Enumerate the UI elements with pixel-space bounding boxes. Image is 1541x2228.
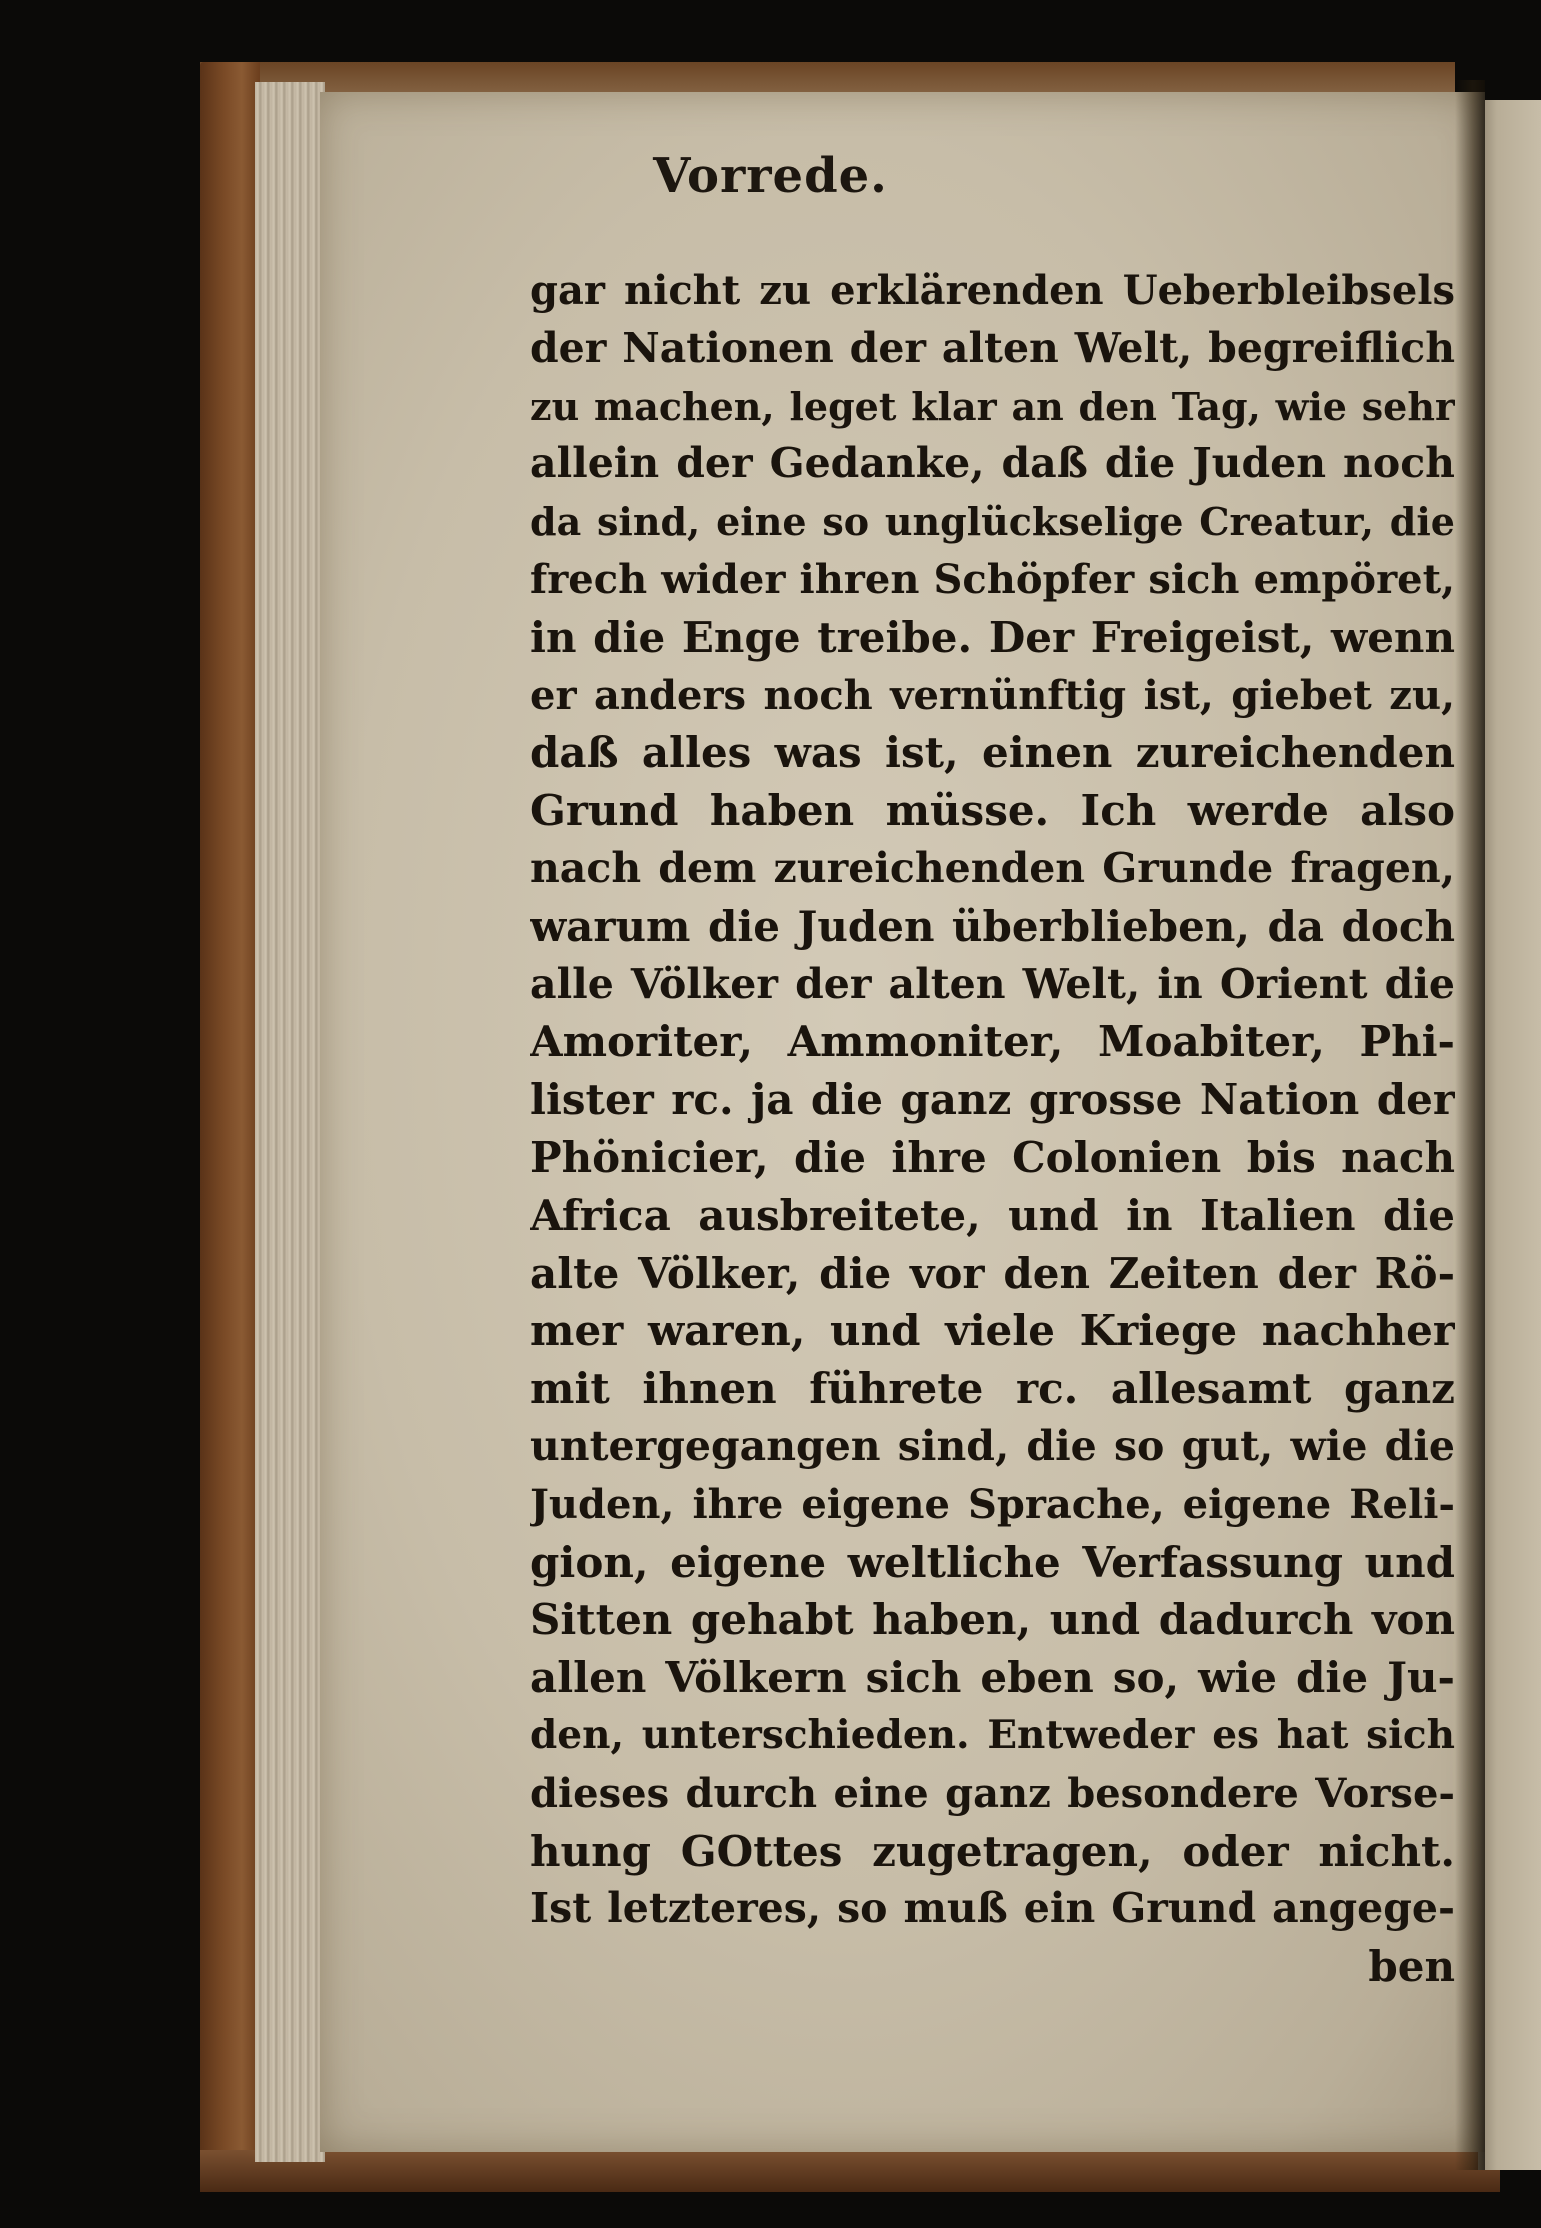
text-line: nach dem zureichenden Grunde fragen, [530,843,1455,892]
text-line: Phönicier, die ihre Colonien bis nach [530,1132,1455,1182]
text-line: warum die Juden überblieben, da doch [530,901,1455,951]
text-line: mit ihnen führete rc. allesamt ganz [530,1364,1455,1414]
text-line: Juden, ihre eigene Sprache, eigene Reli- [530,1480,1455,1528]
text-line: den, unterschieden. Entweder es hat sich [530,1711,1455,1758]
text-line: gion, eigene weltliche Verfassung und [530,1537,1455,1587]
catchword: ben [1368,1942,1455,1992]
text-line: zu machen, leget klar an den Tag, wie sehr [530,383,1455,429]
text-line: hung GOttes zugetragen, oder nicht. [530,1826,1455,1876]
page-gutter [1455,80,1485,2170]
text-line: allein der Gedanke, daß die Juden noch [530,439,1455,488]
text-line: Grund haben müsse. Ich werde also [530,786,1455,836]
body-text [530,262,1455,1996]
text-line: Africa ausbreitete, und in Italien die [530,1190,1455,1240]
book-cover-left-edge [200,62,260,2192]
text-line: Ist letzteres, so muß ein Grund angege- [530,1884,1455,1933]
text-line: Sitten gehabt haben, und dadurch von [530,1595,1455,1645]
page-edges [255,82,325,2162]
text-line: da sind, eine so unglückselige Creatur, die [530,499,1455,545]
text-line: Amoriter, Ammoniter, Moabiter, Phi- [530,1017,1455,1067]
running-header: Vorrede. [653,148,888,204]
text-line: der Nationen der alten Welt, begreiflich [530,323,1455,372]
book-cover-bottom-edge [200,2150,1500,2192]
facing-page-edge [1478,100,1541,2170]
text-line: alle Völker der alten Welt, in Orient die [530,959,1455,1008]
text-line: daß alles was ist, einen zureichenden [530,728,1455,778]
text-line: gar nicht zu erklärenden Ueberbleibsels [530,267,1455,314]
text-line: alte Völker, die vor den Zeiten der Rö- [530,1248,1455,1298]
text-line: mer waren, und viele Kriege nachher [530,1306,1455,1356]
text-line: er anders noch vernünftig ist, giebet zu, [530,671,1455,719]
text-line: lister rc. ja die ganz grosse Nation der [530,1075,1455,1125]
text-line: frech wider ihren Schöpfer sich empöret, [530,555,1455,603]
text-line: dieses durch eine ganz besondere Vorse- [530,1769,1455,1817]
text-line: in die Enge treibe. Der Freigeist, wenn [530,612,1455,662]
text-line: untergegangen sind, die so gut, wie die [530,1421,1455,1470]
text-line: allen Völkern sich eben so, wie die Ju- [530,1653,1455,1703]
